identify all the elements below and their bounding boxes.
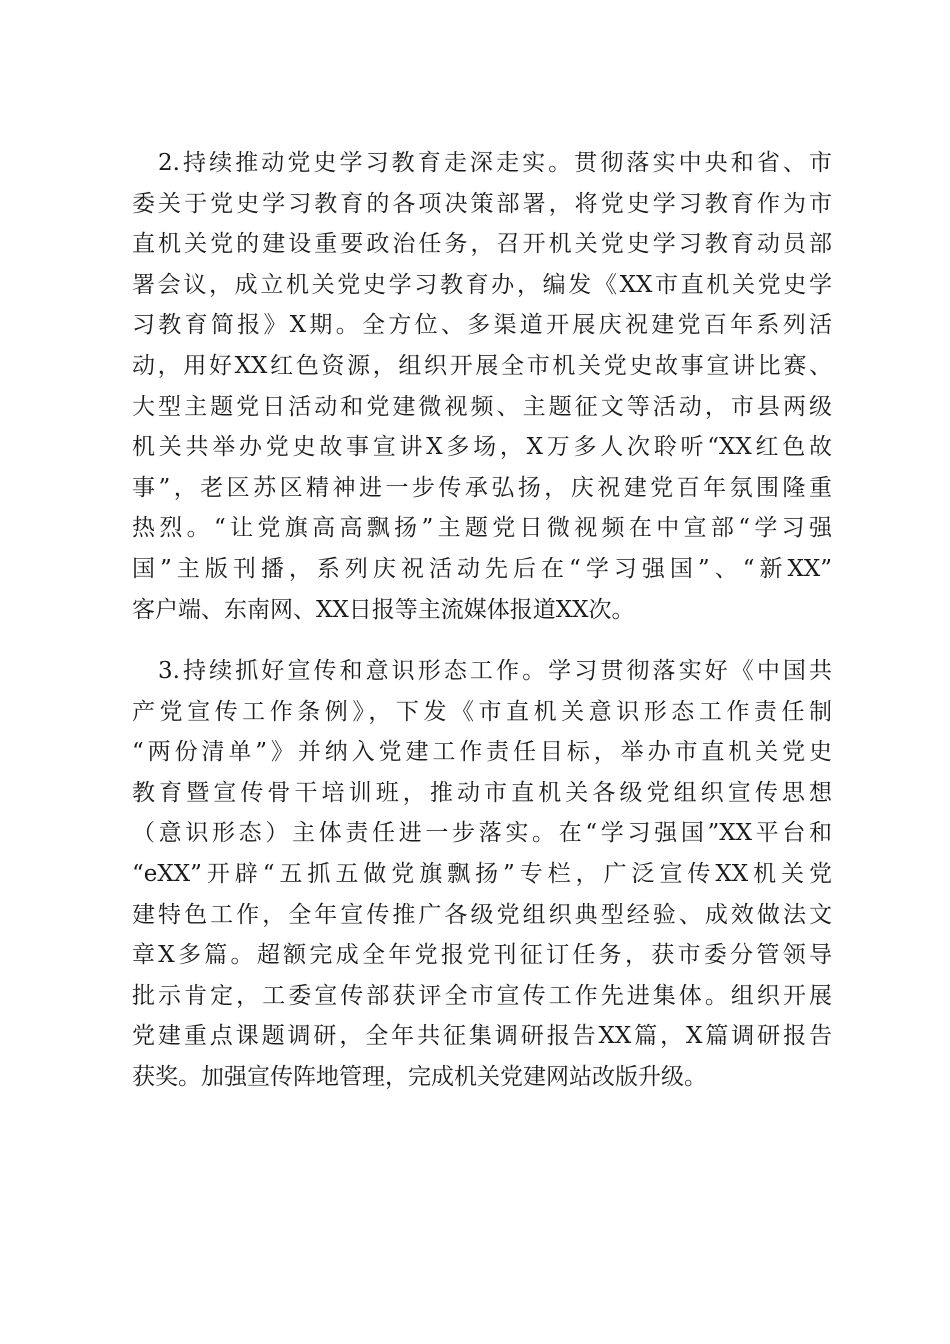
- paragraph-line: “eXX”开辟“五抓五做党旗飘扬”专栏，广泛宣传XX机关党: [132, 860, 832, 887]
- paragraph-party-history-education: [132, 143, 832, 630]
- paragraph-line: 委关于党史学习教育的各项决策部署，将党史学习教育作为市: [132, 190, 832, 217]
- paragraph-line: （意识形态）主体责任进一步落实。在“学习强国”XX平台和: [132, 820, 832, 847]
- paragraph-line: 党建重点课题调研，全年共征集调研报告XX篇，X篇调研报告: [132, 1023, 832, 1050]
- paragraph-line: 建特色工作，全年宣传推广各级党组织典型经验、成效做法文: [132, 901, 832, 928]
- paragraph-line: 大型主题党日活动和党建微视频、主题征文等活动，市县两级: [132, 393, 832, 420]
- paragraph-line: 事”，老区苏区精神进一步传承弘扬，庆祝建党百年氛围隆重: [132, 474, 832, 501]
- paragraph-line: 2.持续推动党史学习教育走深走实。贯彻落实中央和省、市: [158, 150, 832, 176]
- paragraph-line: 动，用好XX红色资源，组织开展全市机关党史故事宣讲比赛、: [132, 352, 832, 379]
- paragraph-line: 国”主版刊播，系列庆祝活动先后在“学习强国”、“新XX”: [132, 555, 832, 582]
- paragraph-line: 章X多篇。超额完成全年党报党刊征订任务，获市委分管领导: [132, 942, 832, 969]
- paragraph-line: 热烈。“让党旗高高飘扬”主题党日微视频在中宣部“学习强: [132, 515, 832, 542]
- paragraph-line: 署会议，成立机关党史学习教育办，编发《XX市直机关党史学: [132, 271, 832, 298]
- paragraph-line: 教育暨宣传骨干培训班，推动市直机关各级党组织宣传思想: [132, 779, 832, 806]
- paragraph-line: 批示肯定，工委宣传部获评全市宣传工作先进集体。组织开展: [132, 982, 832, 1009]
- paragraph-publicity-ideology: [132, 651, 832, 1098]
- paragraph-line: 产党宣传工作条例》，下发《市直机关意识形态工作责任制: [132, 698, 832, 725]
- paragraph-line: 获奖。加强宣传阵地管理，完成机关党建网站改版升级。: [132, 1063, 707, 1090]
- paragraph-line: 直机关党的建设重要政治任务，召开机关党史学习教育动员部: [132, 231, 832, 258]
- paragraph-line: 客户端、东南网、XX日报等主流媒体报道XX次。: [132, 596, 635, 623]
- paragraph-line: 习教育简报》X期。全方位、多渠道开展庆祝建党百年系列活: [132, 312, 832, 339]
- paragraph-line: 机关共举办党史故事宣讲X多场，X万多人次聆听“XX红色故: [132, 434, 832, 461]
- paragraph-line: 3.持续抓好宣传和意识形态工作。学习贯彻落实好《中国共: [158, 658, 832, 684]
- paragraph-line: “两份清单”》并纳入党建工作责任目标，举办市直机关党史: [132, 739, 832, 766]
